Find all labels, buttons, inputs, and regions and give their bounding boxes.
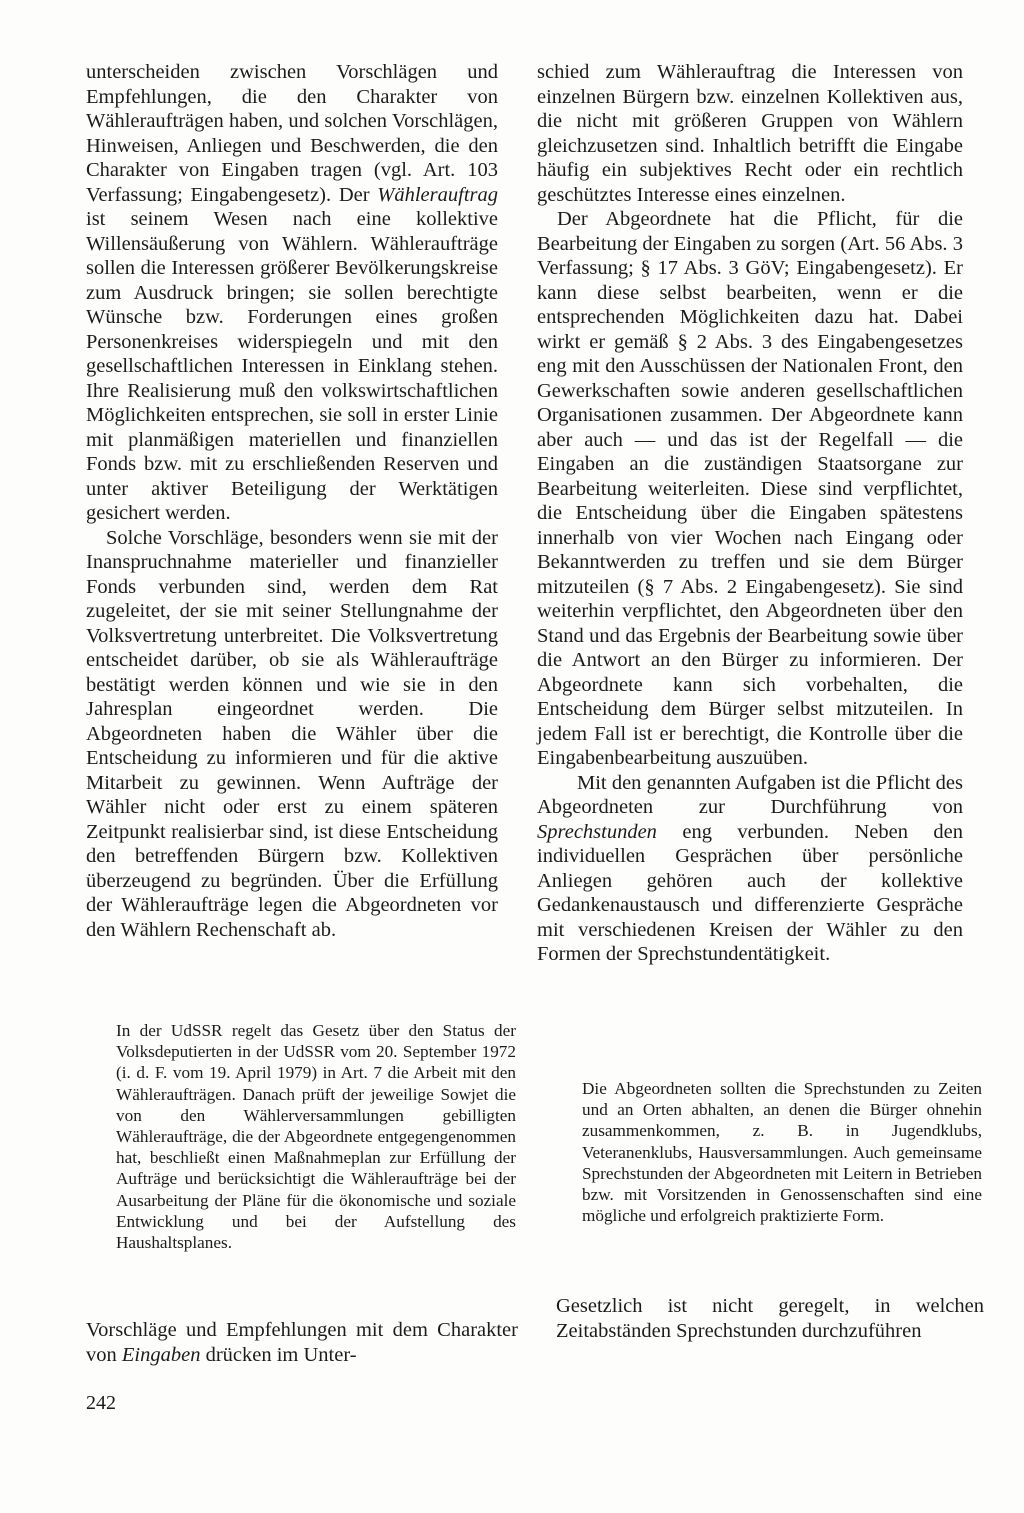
left-tail	[86, 1318, 518, 1367]
right-column	[537, 60, 963, 967]
page-number: 242	[86, 1392, 116, 1414]
left-paragraph-1: unterscheiden zwischen Vorschlägen und Empfehlungen, die den Charakter von Wähleraufträgen haben, und solchen Vorschlägen, Hinweisen, Anliegen und Beschwerden, die den Charakter von Eingaben tragen (vgl. Art. 103 Verfassung; Eingabengesetz). Der Wählerauftrag ist seinem Wesen nach eine kollektive Willensäußerung von Wählern. Wähleraufträge sollen die Interessen größerer Bevölkerungskreise zum Ausdruck bringen; sie sollen berechtigte Wünsche bzw. Forderungen eines großen Personenkreises widerspiegeln und mit den gesellschaftlichen Interessen in Einklang stehen. Ihre Realisierung muß den volkswirtschaftlichen Möglichkeiten entsprechen, sie soll in erster Linie mit planmäßigen materiellen und finanziellen Fonds bzw. mit zu erschließenden Reserven und unter aktiver Beteiligung der Werktätigen gesichert werden.	[86, 61, 498, 524]
left-tail-text: Vorschläge und Empfehlungen mit dem Charakter von Eingaben drücken im Unter-	[86, 1319, 518, 1366]
left-column	[86, 60, 498, 942]
left-note-text: In der UdSSR regelt das Gesetz über den Status der Volksdeputierten in der UdSSR vom 20. September 1972 (i. d. F. vom 19. April 1979) in Art. 7 die Arbeit mit den Wähleraufträgen. Danach prüft der jeweilige Sowjet die von den Wählerversammlungen gebilligten Wähleraufträge, die der Abgeordnete entgegengenommen hat, beschließt einen Maßnahmeplan zur Erfüllung der Aufträge und berücksichtigt die Wähleraufträge bei der Ausarbeitung der Pläne für die ökonomische und soziale Entwicklung und bei der Aufstellung des Haushaltsplanes.	[116, 1021, 516, 1253]
left-paragraph-2: Solche Vorschläge, besonders wenn sie mit der Inanspruchnahme materieller und finanzieller Fonds verbunden sind, werden dem Rat zugeleitet, der sie mit seiner Stellungnahme der Volksvertretung unterbreitet. Die Volksvertretung entscheidet darüber, ob sie als Wähleraufträge bestätigt werden können und wie sie in den Jahresplan eingeordnet werden. Die Abgeordneten haben die Wähler über die Entscheidung zu informieren und für die aktive Mitarbeit zu gewinnen. Wenn Aufträge der Wähler nicht oder erst zu einem späteren Zeitpunkt realisierbar sind, ist diese Entscheidung den betreffenden Bürgern bzw. Kollektiven überzeugend zu begründen. Über die Erfüllung der Wähleraufträge legen die Abgeordneten vor den Wählern Rechenschaft ab.	[86, 526, 498, 941]
right-note	[582, 1078, 982, 1226]
right-paragraph-2: Der Abgeordnete hat die Pflicht, für die Bearbeitung der Eingaben zu sorgen (Art. 56 Abs. 3 Verfassung; § 17 Abs. 3 GöV; Eingabengesetz). Er kann diese selbst bearbeiten, wenn er die entsprechenden Möglichkeiten dazu hat. Dabei wirkt er gemäß § 2 Abs. 3 des Eingabengesetzes eng mit den Ausschüssen der Nationalen Front, den Gewerkschaften sowie anderen gesellschaftlichen Organisationen zusammen. Der Abgeordnete kann aber auch — und das ist der Regelfall — die Eingaben an die zuständigen Staatsorgane zur Bearbeitung weiterleiten. Diese sind verpflichtet, die Entscheidung über die Eingaben spätestens innerhalb von vier Wochen nach Eingang oder Bekanntwerden zu treffen und sie dem Bürger mitzuteilen (§ 7 Abs. 2 Eingabengesetz). Sie sind weiterhin verpflichtet, den Abgeordneten über den Stand und das Ergebnis der Bearbeitung sowie über die Antwort an den Bürger zu informieren. Der Abgeordnete kann sich vorbehalten, die Entscheidung dem Bürger selbst mitzuteilen. In jedem Fall ist er berechtigt, die Kontrolle über die Eingabenbearbeitung auszuüben.	[537, 208, 963, 769]
right-note-text: Die Abgeordneten sollten die Sprechstunden zu Zeiten und an Orten abhalten, an denen die Bürger ohnehin zusammenkommen, z. B. in Jugendklubs, Veteranenklubs, Hausversammlungen. Auch gemeinsame Sprechstunden der Abgeordneten mit Leitern in Betrieben bzw. mit Vorsitzenden in Genossenschaften sind eine mögliche und erfolgreich praktizierte Form.	[582, 1079, 982, 1226]
right-tail-text: Gesetzlich ist nicht geregelt, in welchen Zeitabständen Sprechstunden durchzuführen	[556, 1295, 984, 1342]
right-tail	[556, 1294, 984, 1343]
right-paragraph-3: Mit den genannten Aufgaben ist die Pflicht des Abgeordneten zur Durchführung von Sprechstunden eng verbunden. Neben den individuellen Gesprächen über persönliche Anliegen gehören auch der kollektive Gedankenaustausch und differenzierte Gespräche mit verschiedenen Kreisen der Wähler zu den Formen der Sprechstundentätigkeit.	[537, 771, 963, 965]
left-note	[116, 1020, 516, 1253]
right-paragraph-1: schied zum Wählerauftrag die Interessen von einzelnen Bürgern bzw. einzelnen Kollektiven aus, die nicht mit größeren Gruppen von Wählern gleichzusetzen sind. Inhaltlich betrifft die Eingabe häufig ein subjektives Recht oder ein rechtlich geschütztes Interesse eines einzelnen.	[537, 61, 963, 206]
